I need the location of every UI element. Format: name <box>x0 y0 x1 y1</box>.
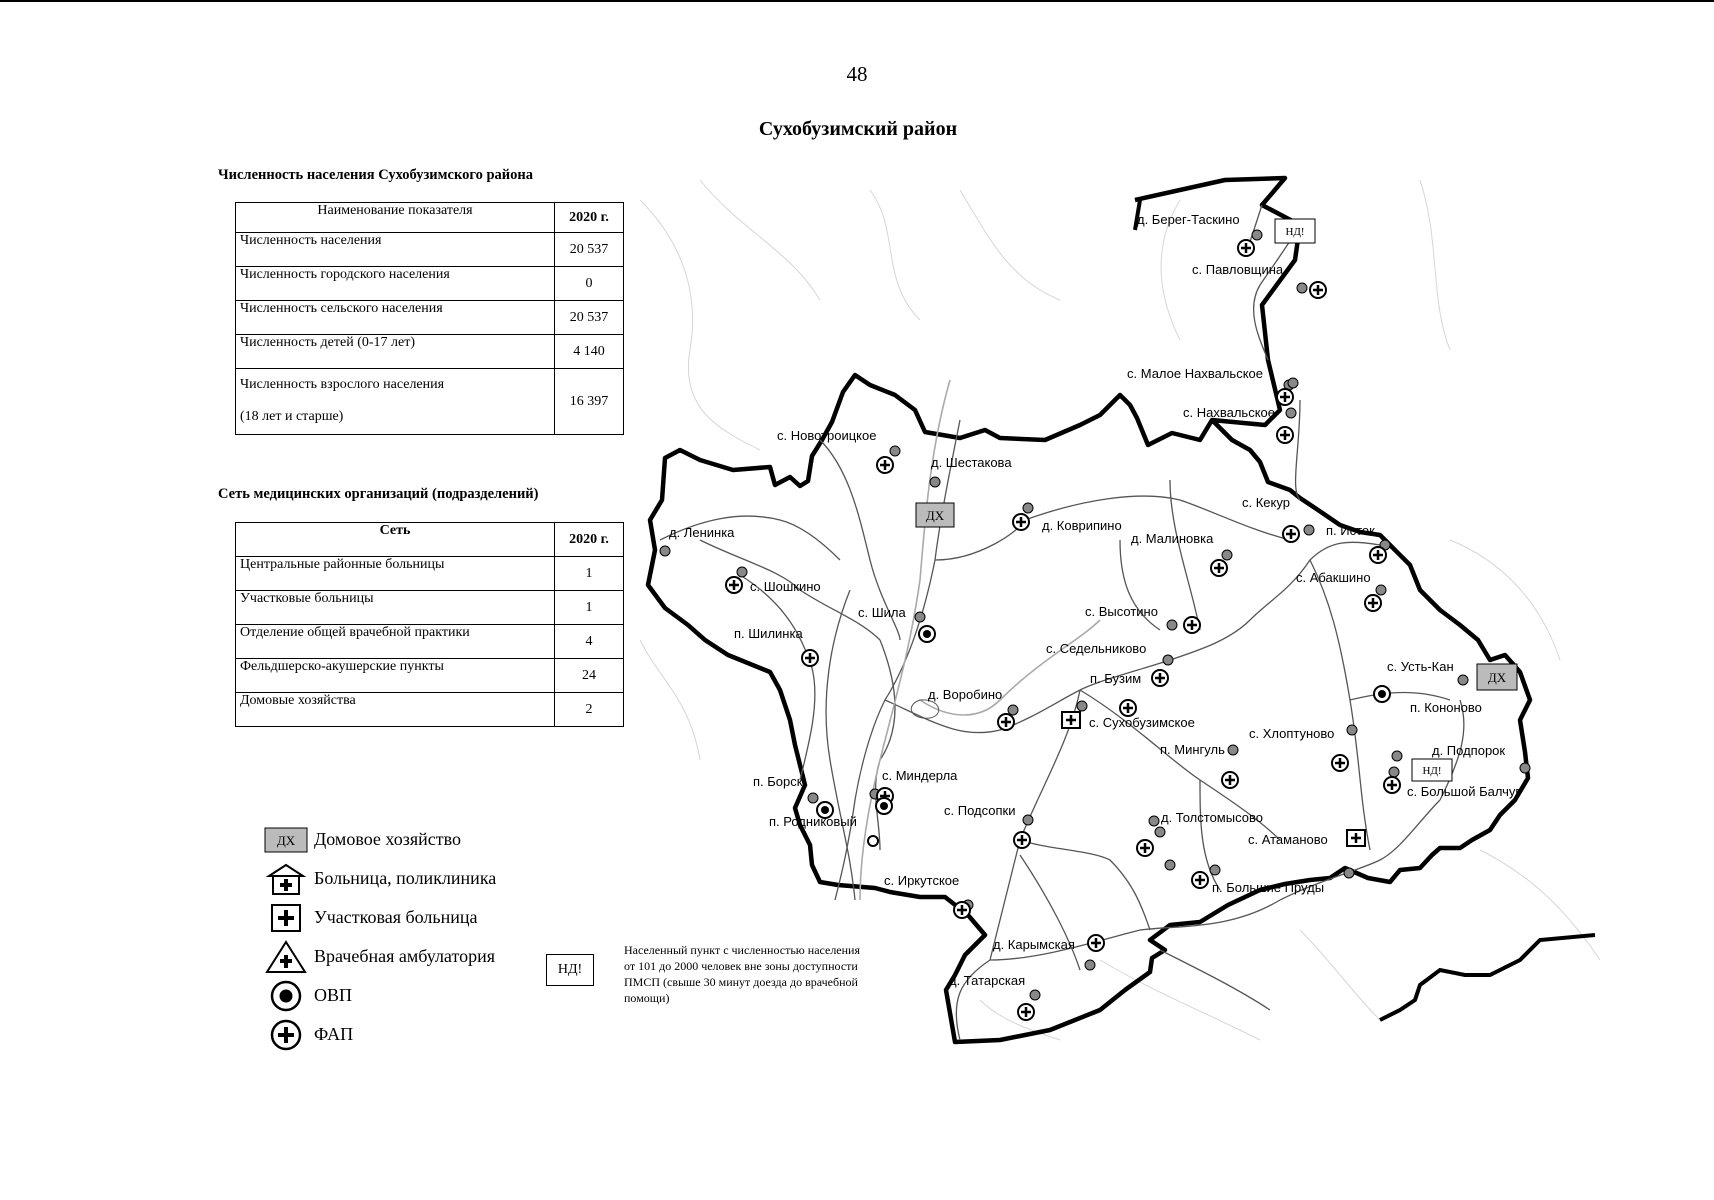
population-value: 20 537 <box>555 301 624 335</box>
top-border <box>0 0 1714 2</box>
network-value: 24 <box>555 659 624 693</box>
table-row <box>236 233 624 267</box>
network-label: Отделение общей врачебной практики <box>236 625 555 659</box>
circle-cross-icon <box>1018 1004 1034 1020</box>
table-row <box>236 301 624 335</box>
network-header-name: Сеть <box>236 523 555 557</box>
nd-marker <box>1275 219 1315 243</box>
settlement-label: с. Высотино <box>1085 604 1158 619</box>
legend-label: Домовое хозяйство <box>314 829 461 849</box>
circle-dot-icon <box>1374 686 1390 702</box>
network-value: 4 <box>555 625 624 659</box>
settlement-label: с. Иркутское <box>884 873 960 888</box>
circle-cross-icon <box>998 714 1014 730</box>
settlement-label: д. Шестакова <box>931 455 1012 470</box>
settlement-label: с. Седельниково <box>1046 641 1147 656</box>
circle-cross-icon <box>1184 617 1200 633</box>
settlement-label: д. Толстомысово <box>1161 810 1263 825</box>
population-label: Численность детей (0-17 лет) <box>236 335 555 369</box>
settlement-label: с. Малое Нахвальское <box>1127 366 1263 381</box>
legend-item <box>262 859 496 898</box>
nd-text: НД! <box>1285 226 1305 238</box>
dx-text: ДХ <box>1487 670 1507 685</box>
circle-cross-icon <box>1211 560 1227 576</box>
circle-cross-icon <box>1332 755 1348 771</box>
population-value: 16 397 <box>555 369 624 435</box>
network-value: 2 <box>555 693 624 727</box>
legend-item <box>262 937 496 976</box>
legend-label: ОВП <box>314 985 353 1005</box>
page-title: Сухобузимский район <box>758 118 958 140</box>
dx-text: ДХ <box>925 508 945 523</box>
settlement-label: п. Бузим <box>1090 671 1142 686</box>
circle-cross-icon <box>802 650 818 666</box>
table-row <box>236 267 624 301</box>
circle-cross-icon <box>1088 935 1104 951</box>
population-value: 4 140 <box>555 335 624 369</box>
settlement-label: п. Шилинка <box>734 626 803 641</box>
network-header-year: 2020 г. <box>555 523 624 557</box>
circle-cross-icon <box>1014 832 1030 848</box>
legend-label: ФАП <box>314 1024 354 1044</box>
population-label: Численность взрослого населения <box>240 377 445 392</box>
district-hospital-icon <box>1347 830 1365 846</box>
circle-cross-icon <box>1137 840 1153 856</box>
table-row <box>236 693 624 727</box>
population-label: Численность городского населения <box>236 267 555 301</box>
settlement-label: с. Шошкино <box>750 579 821 594</box>
circle-cross-icon <box>1283 526 1299 542</box>
dx-marker <box>1477 664 1517 690</box>
settlement-label: с. Абакшино <box>1296 570 1371 585</box>
network-caption: Сеть медицинских организаций (подразделений) <box>218 486 539 502</box>
settlement-label: с. Кекур <box>1242 495 1290 510</box>
network-label: Фельдшерско-акушерские пункты <box>236 659 555 693</box>
population-label: Численность населения <box>236 233 555 267</box>
network-label: Домовые хозяйства <box>236 693 555 727</box>
table-row <box>236 659 624 693</box>
settlement-label: д. Подпорок <box>1432 743 1506 758</box>
settlement-label: п. Родниковый <box>769 814 857 829</box>
district-map <box>620 170 1620 1050</box>
table-row <box>236 557 624 591</box>
circle-cross-icon <box>1277 427 1293 443</box>
circle-cross-icon <box>1370 547 1386 563</box>
triangle-cross-icon <box>262 939 310 975</box>
table-row <box>236 369 624 435</box>
circle-dot-icon <box>876 798 892 814</box>
settlement-label: д. Ленинка <box>669 525 735 540</box>
settlement-label: с. Атаманово <box>1248 832 1328 847</box>
circle-cross-icon <box>1222 772 1238 788</box>
settlement-label: с. Сухобузимское <box>1089 715 1195 730</box>
circle-cross-icon <box>1120 700 1136 716</box>
nd-symbol: НД! <box>546 954 594 986</box>
fap-markers <box>726 240 1400 1020</box>
circle-cross-icon <box>1365 595 1381 611</box>
settlement-labels <box>669 212 1520 988</box>
population-table <box>235 202 624 435</box>
population-value: 20 537 <box>555 233 624 267</box>
settlement-label: с. Миндерла <box>882 768 958 783</box>
population-caption: Численность населения Сухобузимского района <box>218 167 533 183</box>
network-label: Участковые больницы <box>236 591 555 625</box>
legend <box>262 820 496 1054</box>
legend-item <box>262 898 496 937</box>
settlement-label: с. Хлоптуново <box>1249 726 1335 741</box>
settlement-label: с. Новотроицкое <box>777 428 877 443</box>
circle-cross-icon <box>1310 282 1326 298</box>
nd-note-text: Населенный пункт с численностью населения от 101 до 2000 человек вне зоны доступности ПМСП (свыше 30 минут доезда до врачебной помощи) <box>624 943 860 1005</box>
legend-label: Больница, поликлиника <box>314 868 497 888</box>
circle-dot-icon <box>919 626 935 642</box>
page-number: 48 <box>846 62 868 86</box>
settlement-label: с. Нахвальское <box>1183 405 1275 420</box>
settlement-label: д. Берег-Таскино <box>1137 212 1240 227</box>
population-header-year: 2020 г. <box>555 203 624 233</box>
settlement-label: д. Татарская <box>949 973 1026 988</box>
settlement-label: д. Воробино <box>928 687 1003 702</box>
small-marker-icon <box>868 836 878 846</box>
settlement-label: с. Большой Балчуг <box>1407 784 1521 799</box>
nd-marker <box>1412 759 1452 781</box>
table-row <box>236 625 624 659</box>
network-value: 1 <box>555 591 624 625</box>
network-value: 1 <box>555 557 624 591</box>
circle-cross-icon <box>1238 240 1254 256</box>
settlement-label: с. Усть-Кан <box>1387 659 1454 674</box>
dx-marker <box>916 503 954 527</box>
network-table <box>235 522 624 727</box>
circle-cross-icon <box>726 577 742 593</box>
network-label: Центральные районные больницы <box>236 557 555 591</box>
circle-cross-icon <box>877 457 893 473</box>
settlement-label: д. Малиновка <box>1131 531 1214 546</box>
settlement-label: д. Карымская <box>993 937 1075 952</box>
neighbour-boundary <box>1380 935 1595 1020</box>
legend-label: Врачебная амбулатория <box>314 946 495 966</box>
legend-item <box>262 1015 496 1054</box>
population-value: 0 <box>555 267 624 301</box>
settlement-label: с. Подсопки <box>944 803 1016 818</box>
population-label: Численность сельского населения <box>236 301 555 335</box>
circle-cross-icon <box>1192 872 1208 888</box>
circle-cross-icon <box>262 1017 310 1053</box>
settlement-label: п. Кононово <box>1410 700 1482 715</box>
page-title-wrap <box>0 118 1580 141</box>
legend-item <box>262 820 496 859</box>
house-cross-icon <box>262 822 310 858</box>
circle-cross-icon <box>1152 670 1168 686</box>
settlement-label: д. Коврипино <box>1042 518 1122 533</box>
legend-dx-text: ДХ <box>276 832 296 848</box>
population-label-multiline <box>236 369 555 435</box>
roads <box>660 205 1464 1040</box>
settlement-label: п. Борск <box>753 774 803 789</box>
circle-dot-icon <box>262 978 310 1014</box>
table-row <box>236 335 624 369</box>
circle-cross-icon <box>1277 389 1293 405</box>
legend-item <box>262 976 496 1015</box>
settlement-label: с. Шила <box>858 605 906 620</box>
legend-label: Участковая больница <box>314 907 478 927</box>
circle-cross-icon <box>954 902 970 918</box>
population-header-name: Наименование показателя <box>236 203 555 233</box>
district-hospital-icon <box>1062 712 1080 728</box>
settlement-label: п. Исток <box>1326 523 1375 538</box>
hospital-icon <box>262 861 310 897</box>
nd-text: НД! <box>1422 765 1442 777</box>
settlement-label: п. Мингуль <box>1160 742 1225 757</box>
circle-cross-icon <box>1013 514 1029 530</box>
table-row <box>236 591 624 625</box>
circle-cross-icon <box>1384 777 1400 793</box>
population-label-2: (18 лет и старше) <box>240 409 344 424</box>
settlement-label: п. Большие Пруды <box>1212 880 1325 895</box>
settlement-label: с. Павловщина <box>1192 262 1284 277</box>
district-hospital-icon <box>262 900 310 936</box>
